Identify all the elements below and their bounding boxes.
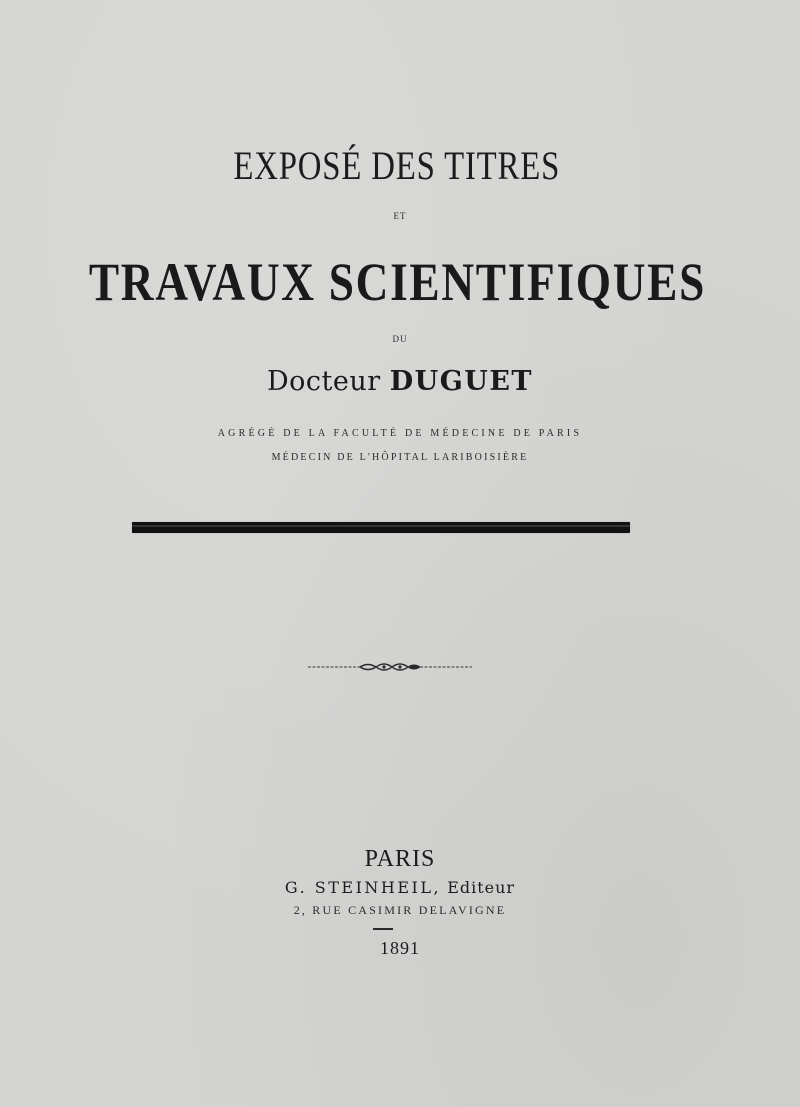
redaction-bar <box>132 522 630 533</box>
author-prefix: Docteur <box>267 366 381 397</box>
author-affiliation-1: AGRÉGÉ DE LA FACULTÉ DE MÉDECINE DE PARIS <box>217 428 583 439</box>
imprint-dash <box>373 928 393 930</box>
main-title-line-1: EXPOSÉ DES TITRES <box>233 143 561 188</box>
imprint-city: PARIS <box>364 846 436 872</box>
ornament-divider-icon <box>308 660 472 674</box>
imprint-address: 2, RUE CASIMIR DELAVIGNE <box>293 903 507 917</box>
publisher-name: G. STEINHEIL, <box>284 878 442 897</box>
author-name: DUGUET <box>389 366 533 397</box>
publisher-role: Editeur <box>447 878 516 897</box>
author-affiliation-2: MÉDECIN DE L'HÔPITAL LARIBOISIÈRE <box>271 452 529 463</box>
title-conjunction: ET <box>393 211 407 221</box>
main-title-line-2: TRAVAUX SCIENTIFIQUES <box>88 252 707 312</box>
title-preposition: DU <box>392 334 408 344</box>
imprint-publisher <box>0 878 800 897</box>
imprint-year: 1891 <box>380 938 420 958</box>
author-line <box>0 366 800 397</box>
